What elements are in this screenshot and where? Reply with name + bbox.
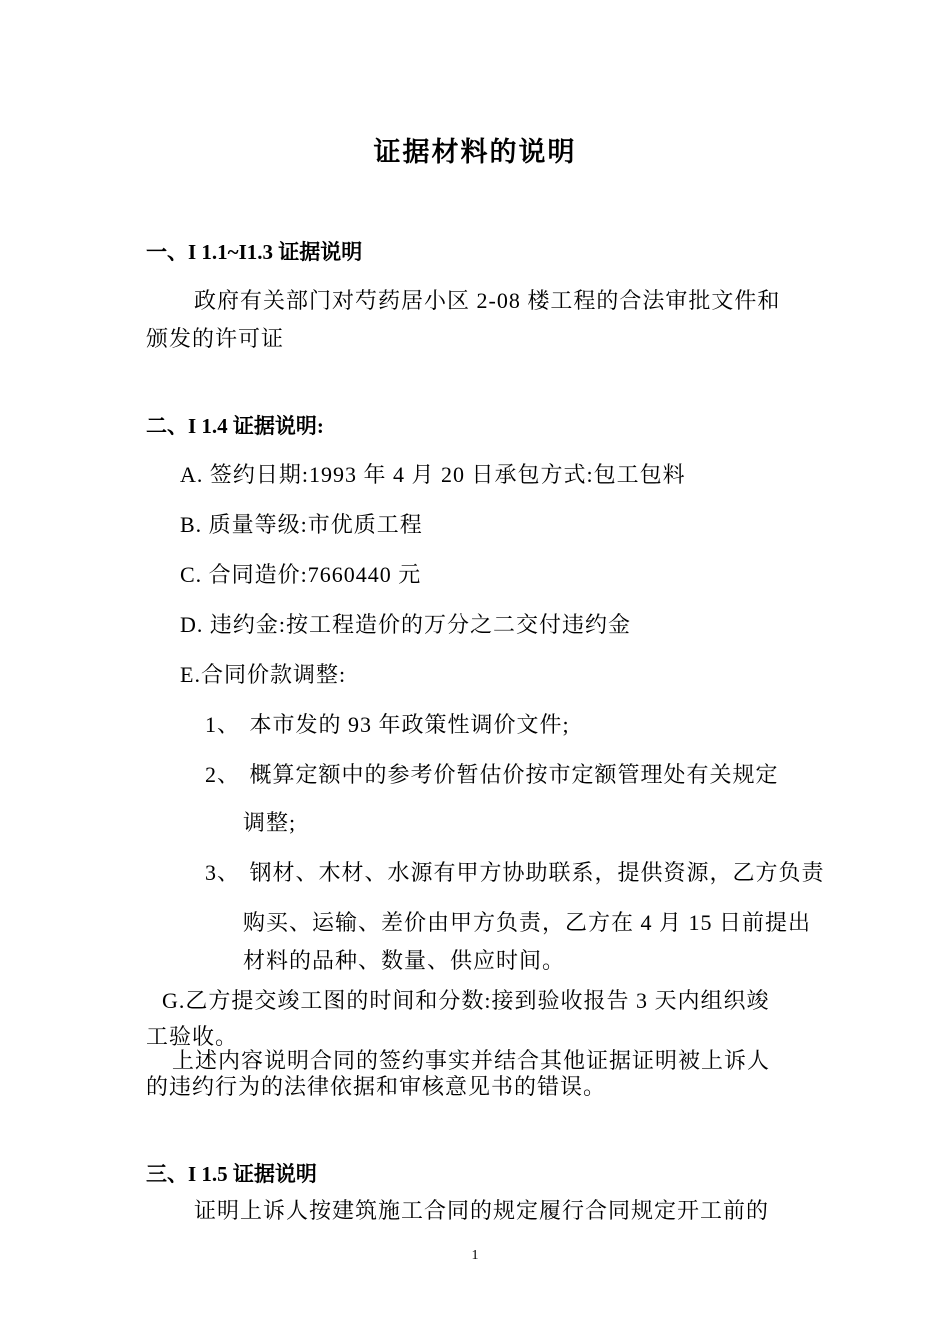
- adjustment-item-2: [205, 758, 779, 789]
- contract-item-b: B. 质量等级:市优质工程: [180, 512, 423, 537]
- contract-item-e: E.合同价款调整:: [180, 662, 347, 687]
- adjustment-item-3-text: 钢材、木材、水源有甲方协助联系，提供资源，乙方负责: [249, 860, 825, 885]
- adjustment-item-3-number: 3、: [205, 860, 241, 885]
- section3-heading: 三、I 1.5 证据说明: [146, 1162, 317, 1186]
- contract-item-c: C. 合同造价:7660440 元: [180, 562, 422, 587]
- adjustment-item-1-text: 本市发的 93 年政策性调价文件;: [249, 712, 570, 737]
- contract-item-g-line2: 工验收。: [146, 1024, 239, 1049]
- document-title: 证据材料的说明: [373, 137, 577, 167]
- adjustment-item-2-text: 概算定额中的参考价暂估价按市定额管理处有关规定: [249, 762, 779, 787]
- section1-body-line1: 政府有关部门对芍药居小区 2-08 楼工程的合法审批文件和: [194, 288, 781, 313]
- adjustment-item-1-number: 1、: [205, 712, 241, 737]
- adjustment-item-3-line3: 材料的品种、数量、供应时间。: [243, 948, 566, 973]
- section3-body-line1: 证明上诉人按建筑施工合同的规定履行合同规定开工前的: [194, 1198, 770, 1223]
- contract-item-g-line1: G.乙方提交竣工图的时间和分数:接到验收报告 3 天内组织竣: [162, 988, 770, 1013]
- summary-line1: 上述内容说明合同的签约事实并结合其他证据证明被上诉人: [172, 1048, 771, 1073]
- contract-item-d: D. 违约金:按工程造价的万分之二交付违约金: [180, 612, 632, 637]
- adjustment-item-2-number: 2、: [205, 762, 241, 787]
- adjustment-item-3: [205, 856, 825, 887]
- contract-item-a: A. 签约日期:1993 年 4 月 20 日承包方式:包工包料: [180, 462, 686, 487]
- section1-heading: 一、I 1.1~I1.3 证据说明: [146, 240, 363, 264]
- adjustment-item-1: [205, 708, 570, 739]
- page-number: 1: [471, 1248, 479, 1263]
- summary-line2: 的违约行为的法律依据和审核意见书的错误。: [146, 1074, 607, 1099]
- section1-body-line2: 颁发的许可证: [146, 326, 285, 351]
- adjustment-item-3-line2: 购买、运输、差价由甲方负责，乙方在 4 月 15 日前提出: [243, 910, 812, 935]
- section2-heading: 二、I 1.4 证据说明:: [146, 414, 324, 438]
- adjustment-item-2-line2: 调整;: [243, 810, 297, 835]
